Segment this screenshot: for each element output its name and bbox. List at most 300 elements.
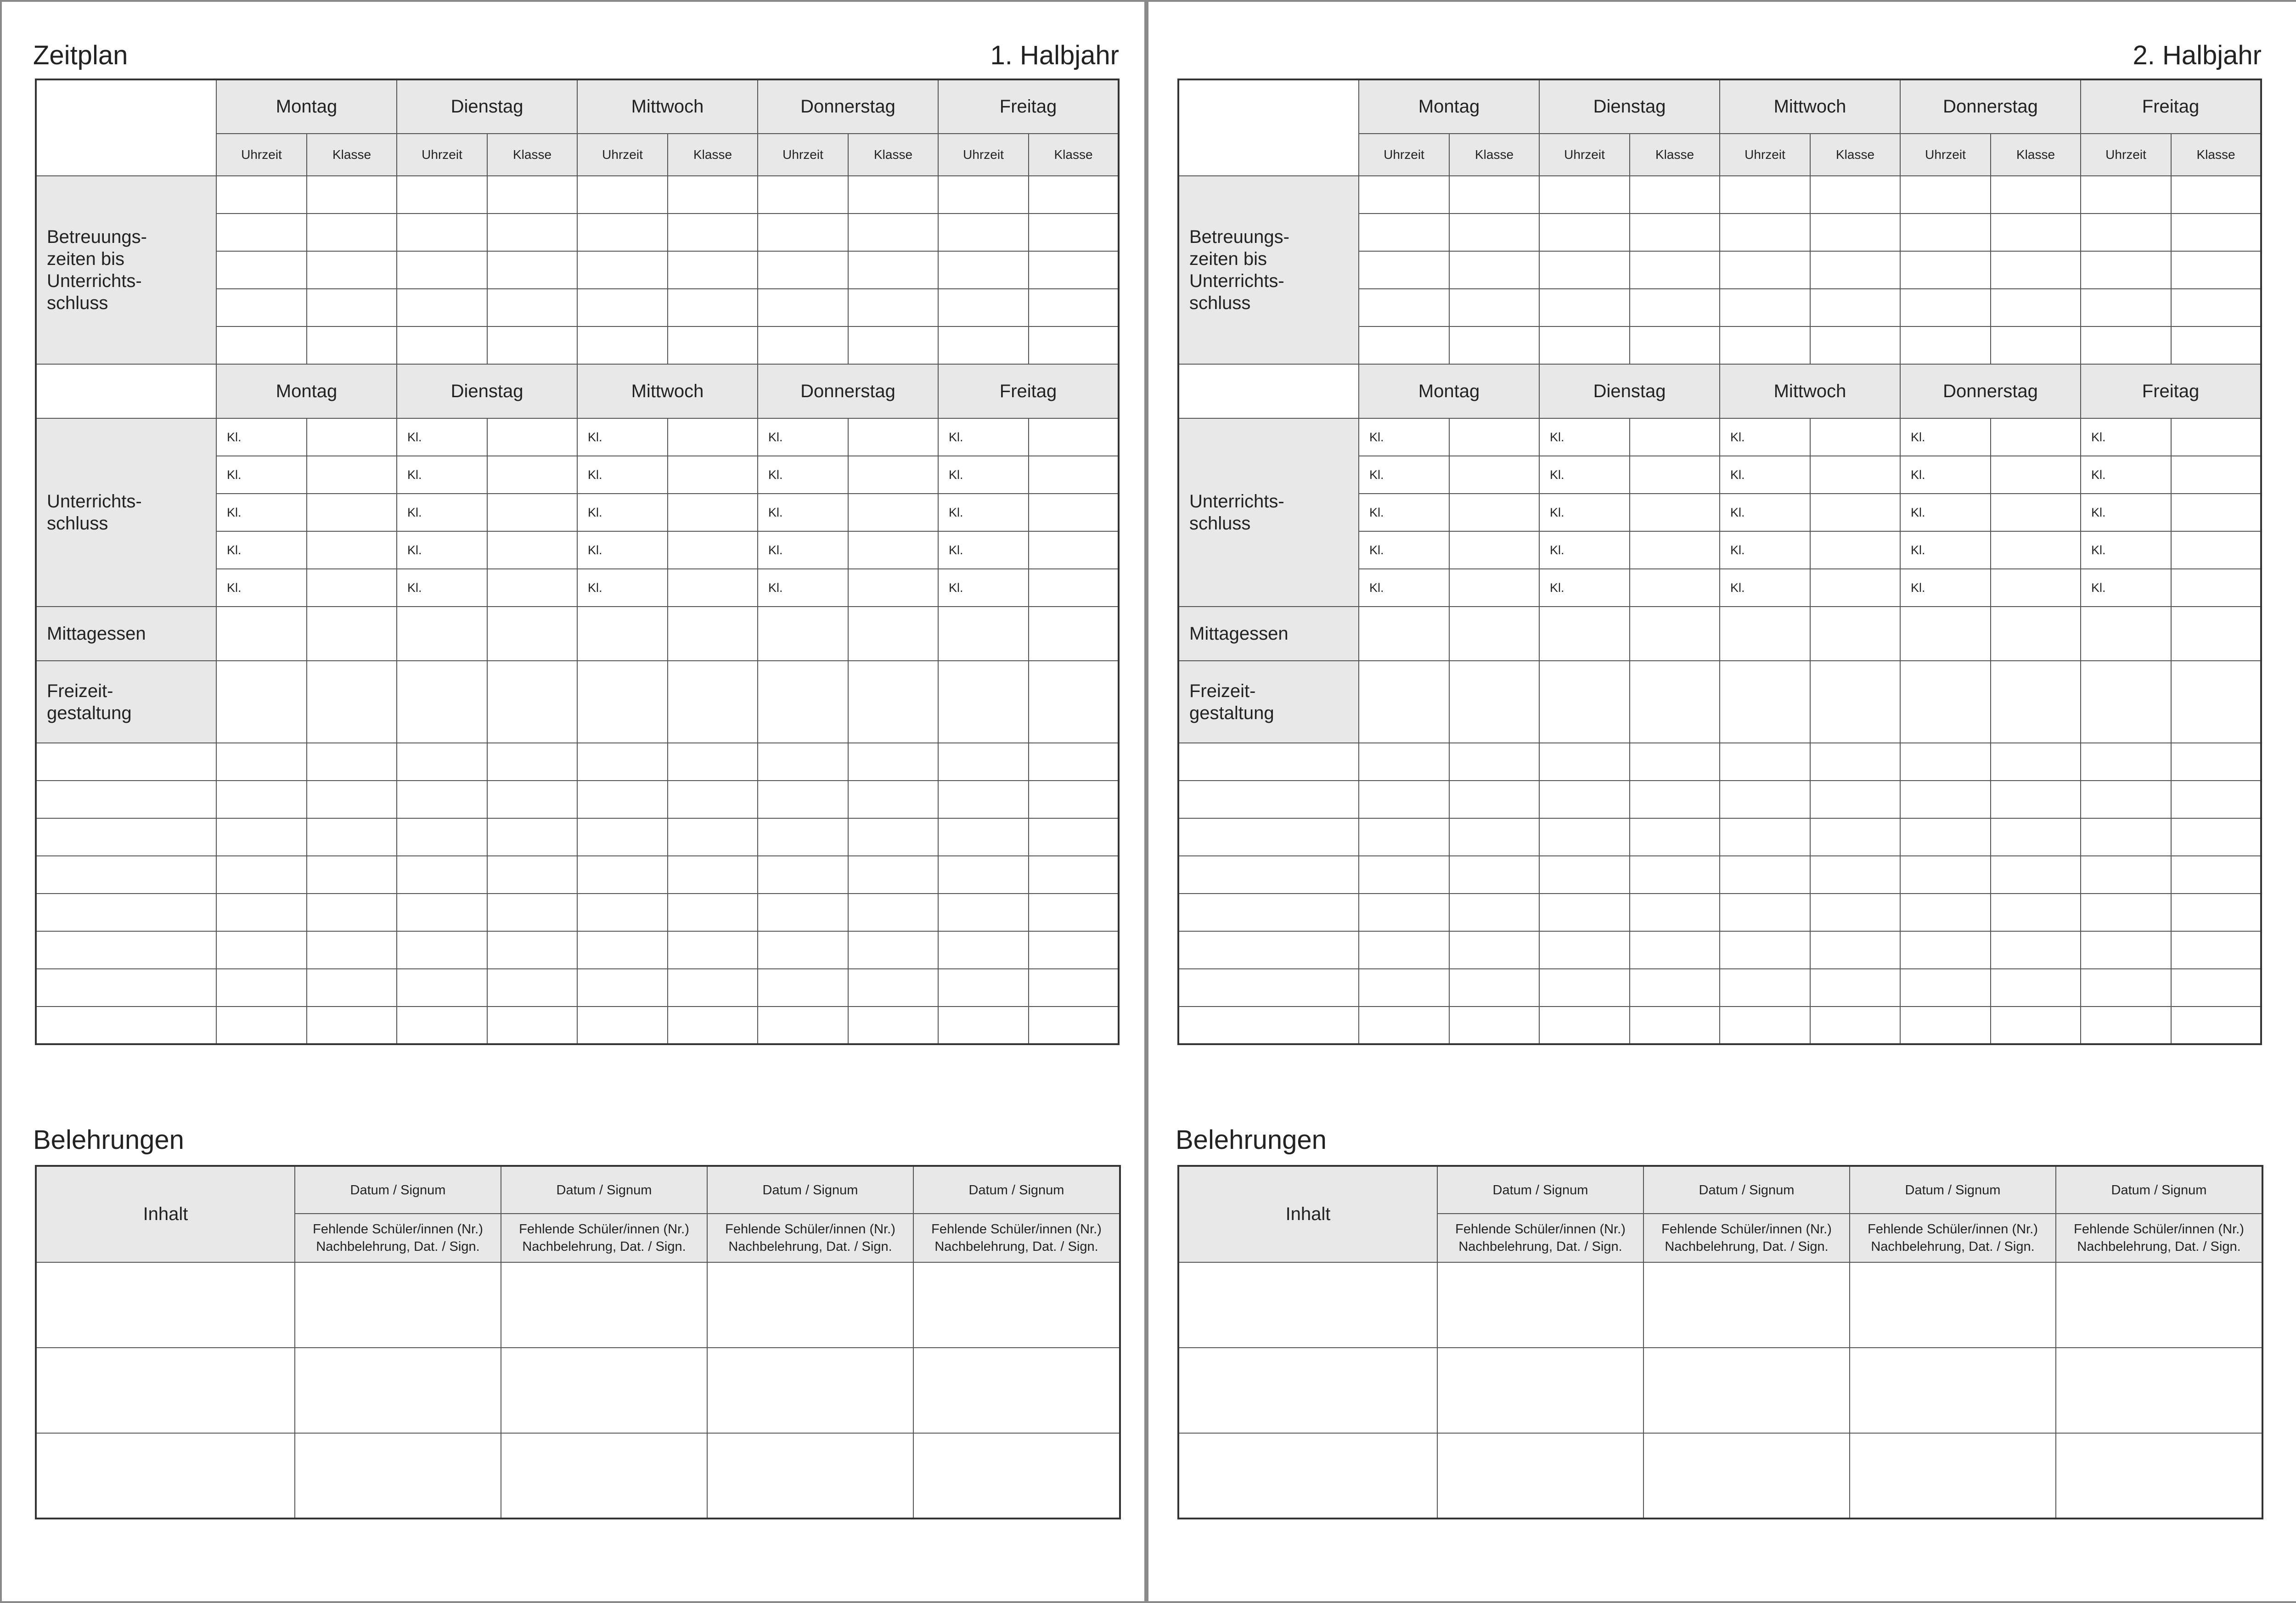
- entry-cell[interactable]: [758, 969, 848, 1007]
- entry-cell[interactable]: [307, 494, 397, 531]
- entry-cell[interactable]: [577, 781, 668, 818]
- entry-cell[interactable]: [1630, 894, 1720, 931]
- entry-cell[interactable]: [1810, 176, 1900, 214]
- entry-cell[interactable]: [2171, 969, 2261, 1007]
- entry-cell[interactable]: [501, 1262, 707, 1348]
- entry-cell[interactable]: [487, 214, 577, 251]
- klasse-entry-cell[interactable]: Kl.: [938, 418, 1029, 456]
- entry-cell[interactable]: [1449, 894, 1539, 931]
- entry-cell[interactable]: [397, 856, 487, 894]
- entry-cell[interactable]: [848, 1007, 938, 1044]
- entry-cell[interactable]: [307, 931, 397, 969]
- entry-cell[interactable]: [668, 531, 758, 569]
- entry-cell[interactable]: [307, 289, 397, 326]
- entry-cell[interactable]: [487, 969, 577, 1007]
- entry-cell[interactable]: [668, 251, 758, 289]
- entry-cell[interactable]: [1720, 818, 1810, 856]
- entry-cell[interactable]: [758, 326, 848, 364]
- entry-cell[interactable]: [2081, 1007, 2171, 1044]
- entry-cell[interactable]: [1539, 894, 1630, 931]
- entry-cell[interactable]: [1991, 214, 2081, 251]
- klasse-entry-cell[interactable]: Kl.: [938, 494, 1029, 531]
- entry-cell[interactable]: [707, 1348, 913, 1433]
- entry-cell[interactable]: [36, 1007, 216, 1044]
- entry-cell[interactable]: [1359, 607, 1449, 661]
- entry-cell[interactable]: [758, 743, 848, 781]
- entry-cell[interactable]: [577, 856, 668, 894]
- entry-cell[interactable]: [1029, 607, 1119, 661]
- entry-cell[interactable]: [1029, 456, 1119, 494]
- entry-cell[interactable]: [848, 569, 938, 607]
- entry-cell[interactable]: [295, 1348, 501, 1433]
- entry-cell[interactable]: [2056, 1433, 2262, 1519]
- entry-cell[interactable]: [1029, 781, 1119, 818]
- entry-cell[interactable]: [36, 781, 216, 818]
- klasse-entry-cell[interactable]: Kl.: [577, 494, 668, 531]
- entry-cell[interactable]: [36, 856, 216, 894]
- entry-cell[interactable]: [1810, 931, 1900, 969]
- entry-cell[interactable]: [397, 214, 487, 251]
- entry-cell[interactable]: [1437, 1348, 1643, 1433]
- entry-cell[interactable]: [577, 214, 668, 251]
- entry-cell[interactable]: [1029, 251, 1119, 289]
- entry-cell[interactable]: [848, 176, 938, 214]
- entry-cell[interactable]: [2171, 214, 2261, 251]
- entry-cell[interactable]: [758, 894, 848, 931]
- entry-cell[interactable]: [938, 326, 1029, 364]
- entry-cell[interactable]: [1810, 326, 1900, 364]
- entry-cell[interactable]: [216, 176, 307, 214]
- entry-cell[interactable]: [1630, 969, 1720, 1007]
- entry-cell[interactable]: [1449, 856, 1539, 894]
- klasse-entry-cell[interactable]: Kl.: [577, 531, 668, 569]
- entry-cell[interactable]: [307, 743, 397, 781]
- entry-cell[interactable]: [307, 894, 397, 931]
- entry-cell[interactable]: [1630, 494, 1720, 531]
- entry-cell[interactable]: [1359, 931, 1449, 969]
- entry-cell[interactable]: [1630, 289, 1720, 326]
- entry-cell[interactable]: [668, 326, 758, 364]
- entry-cell[interactable]: [668, 214, 758, 251]
- entry-cell[interactable]: [1539, 326, 1630, 364]
- entry-cell[interactable]: [307, 418, 397, 456]
- entry-cell[interactable]: [1178, 818, 1359, 856]
- entry-cell[interactable]: [1029, 176, 1119, 214]
- entry-cell[interactable]: [1630, 931, 1720, 969]
- entry-cell[interactable]: [1029, 569, 1119, 607]
- entry-cell[interactable]: [938, 251, 1029, 289]
- entry-cell[interactable]: [848, 289, 938, 326]
- entry-cell[interactable]: [307, 1007, 397, 1044]
- entry-cell[interactable]: [1449, 931, 1539, 969]
- entry-cell[interactable]: [397, 661, 487, 743]
- entry-cell[interactable]: [668, 931, 758, 969]
- entry-cell[interactable]: [1630, 856, 1720, 894]
- entry-cell[interactable]: [1029, 494, 1119, 531]
- entry-cell[interactable]: [307, 531, 397, 569]
- entry-cell[interactable]: [1359, 661, 1449, 743]
- entry-cell[interactable]: [487, 418, 577, 456]
- entry-cell[interactable]: [1449, 661, 1539, 743]
- entry-cell[interactable]: [1810, 607, 1900, 661]
- entry-cell[interactable]: [758, 781, 848, 818]
- entry-cell[interactable]: [758, 289, 848, 326]
- entry-cell[interactable]: [1449, 289, 1539, 326]
- entry-cell[interactable]: [1991, 176, 2081, 214]
- entry-cell[interactable]: [1359, 969, 1449, 1007]
- entry-cell[interactable]: [2171, 289, 2261, 326]
- klasse-entry-cell[interactable]: Kl.: [397, 456, 487, 494]
- entry-cell[interactable]: [1630, 661, 1720, 743]
- entry-cell[interactable]: [487, 251, 577, 289]
- entry-cell[interactable]: [501, 1433, 707, 1519]
- entry-cell[interactable]: [938, 607, 1029, 661]
- entry-cell[interactable]: [758, 607, 848, 661]
- entry-cell[interactable]: [1850, 1262, 2056, 1348]
- entry-cell[interactable]: [2081, 781, 2171, 818]
- entry-cell[interactable]: [1630, 418, 1720, 456]
- entry-cell[interactable]: [1720, 289, 1810, 326]
- entry-cell[interactable]: [1029, 894, 1119, 931]
- entry-cell[interactable]: [758, 856, 848, 894]
- entry-cell[interactable]: [307, 969, 397, 1007]
- entry-cell[interactable]: [307, 251, 397, 289]
- entry-cell[interactable]: [1810, 456, 1900, 494]
- entry-cell[interactable]: [577, 289, 668, 326]
- entry-cell[interactable]: [1720, 781, 1810, 818]
- entry-cell[interactable]: [1178, 969, 1359, 1007]
- entry-cell[interactable]: [2171, 931, 2261, 969]
- entry-cell[interactable]: [1900, 176, 1991, 214]
- entry-cell[interactable]: [668, 1007, 758, 1044]
- entry-cell[interactable]: [758, 214, 848, 251]
- entry-cell[interactable]: [1449, 1007, 1539, 1044]
- entry-cell[interactable]: [2081, 969, 2171, 1007]
- entry-cell[interactable]: [1630, 176, 1720, 214]
- entry-cell[interactable]: [668, 743, 758, 781]
- klasse-entry-cell[interactable]: Kl.: [216, 494, 307, 531]
- entry-cell[interactable]: [1991, 781, 2081, 818]
- entry-cell[interactable]: [1449, 418, 1539, 456]
- entry-cell[interactable]: [1900, 856, 1991, 894]
- entry-cell[interactable]: [1991, 326, 2081, 364]
- entry-cell[interactable]: [2171, 494, 2261, 531]
- entry-cell[interactable]: [1178, 1433, 1437, 1519]
- entry-cell[interactable]: [487, 1007, 577, 1044]
- entry-cell[interactable]: [307, 569, 397, 607]
- entry-cell[interactable]: [1900, 251, 1991, 289]
- entry-cell[interactable]: [1449, 531, 1539, 569]
- entry-cell[interactable]: [36, 743, 216, 781]
- entry-cell[interactable]: [216, 251, 307, 289]
- klasse-entry-cell[interactable]: Kl.: [397, 569, 487, 607]
- entry-cell[interactable]: [1720, 326, 1810, 364]
- entry-cell[interactable]: [1720, 1007, 1810, 1044]
- klasse-entry-cell[interactable]: Kl.: [1539, 569, 1630, 607]
- entry-cell[interactable]: [758, 818, 848, 856]
- entry-cell[interactable]: [577, 743, 668, 781]
- entry-cell[interactable]: [1900, 743, 1991, 781]
- entry-cell[interactable]: [307, 856, 397, 894]
- entry-cell[interactable]: [2171, 1007, 2261, 1044]
- entry-cell[interactable]: [1178, 743, 1359, 781]
- entry-cell[interactable]: [1991, 607, 2081, 661]
- entry-cell[interactable]: [1029, 289, 1119, 326]
- entry-cell[interactable]: [1449, 214, 1539, 251]
- klasse-entry-cell[interactable]: Kl.: [758, 569, 848, 607]
- entry-cell[interactable]: [1991, 494, 2081, 531]
- entry-cell[interactable]: [848, 251, 938, 289]
- entry-cell[interactable]: [668, 607, 758, 661]
- klasse-entry-cell[interactable]: Kl.: [938, 456, 1029, 494]
- entry-cell[interactable]: [397, 607, 487, 661]
- entry-cell[interactable]: [577, 931, 668, 969]
- entry-cell[interactable]: [1720, 856, 1810, 894]
- entry-cell[interactable]: [36, 931, 216, 969]
- entry-cell[interactable]: [913, 1262, 1120, 1348]
- klasse-entry-cell[interactable]: Kl.: [758, 456, 848, 494]
- entry-cell[interactable]: [758, 251, 848, 289]
- entry-cell[interactable]: [1630, 781, 1720, 818]
- entry-cell[interactable]: [1900, 289, 1991, 326]
- entry-cell[interactable]: [848, 781, 938, 818]
- entry-cell[interactable]: [1810, 781, 1900, 818]
- entry-cell[interactable]: [216, 931, 307, 969]
- entry-cell[interactable]: [2081, 176, 2171, 214]
- entry-cell[interactable]: [2056, 1348, 2262, 1433]
- entry-cell[interactable]: [577, 818, 668, 856]
- entry-cell[interactable]: [487, 818, 577, 856]
- klasse-entry-cell[interactable]: Kl.: [1539, 418, 1630, 456]
- entry-cell[interactable]: [487, 607, 577, 661]
- entry-cell[interactable]: [1029, 856, 1119, 894]
- entry-cell[interactable]: [2081, 931, 2171, 969]
- entry-cell[interactable]: [1449, 569, 1539, 607]
- entry-cell[interactable]: [577, 176, 668, 214]
- klasse-entry-cell[interactable]: Kl.: [577, 569, 668, 607]
- entry-cell[interactable]: [1359, 1007, 1449, 1044]
- entry-cell[interactable]: [307, 781, 397, 818]
- entry-cell[interactable]: [938, 289, 1029, 326]
- klasse-entry-cell[interactable]: Kl.: [1720, 418, 1810, 456]
- entry-cell[interactable]: [577, 251, 668, 289]
- klasse-entry-cell[interactable]: Kl.: [1900, 418, 1991, 456]
- entry-cell[interactable]: [1178, 856, 1359, 894]
- entry-cell[interactable]: [216, 326, 307, 364]
- klasse-entry-cell[interactable]: Kl.: [938, 531, 1029, 569]
- entry-cell[interactable]: [1449, 818, 1539, 856]
- klasse-entry-cell[interactable]: Kl.: [758, 531, 848, 569]
- entry-cell[interactable]: [1449, 743, 1539, 781]
- entry-cell[interactable]: [1991, 289, 2081, 326]
- entry-cell[interactable]: [2081, 251, 2171, 289]
- entry-cell[interactable]: [2081, 607, 2171, 661]
- entry-cell[interactable]: [668, 569, 758, 607]
- entry-cell[interactable]: [1643, 1262, 1850, 1348]
- klasse-entry-cell[interactable]: Kl.: [1539, 456, 1630, 494]
- entry-cell[interactable]: [1630, 569, 1720, 607]
- entry-cell[interactable]: [1029, 818, 1119, 856]
- klasse-entry-cell[interactable]: Kl.: [2081, 418, 2171, 456]
- klasse-entry-cell[interactable]: Kl.: [1720, 494, 1810, 531]
- entry-cell[interactable]: [1720, 969, 1810, 1007]
- entry-cell[interactable]: [1630, 456, 1720, 494]
- entry-cell[interactable]: [1900, 931, 1991, 969]
- entry-cell[interactable]: [1539, 607, 1630, 661]
- entry-cell[interactable]: [1449, 494, 1539, 531]
- entry-cell[interactable]: [1810, 531, 1900, 569]
- klasse-entry-cell[interactable]: Kl.: [1900, 531, 1991, 569]
- entry-cell[interactable]: [1720, 251, 1810, 289]
- entry-cell[interactable]: [938, 176, 1029, 214]
- entry-cell[interactable]: [668, 969, 758, 1007]
- entry-cell[interactable]: [397, 894, 487, 931]
- klasse-entry-cell[interactable]: Kl.: [1720, 456, 1810, 494]
- entry-cell[interactable]: [487, 569, 577, 607]
- entry-cell[interactable]: [848, 661, 938, 743]
- entry-cell[interactable]: [1720, 894, 1810, 931]
- entry-cell[interactable]: [668, 781, 758, 818]
- entry-cell[interactable]: [2081, 326, 2171, 364]
- entry-cell[interactable]: [2056, 1262, 2262, 1348]
- entry-cell[interactable]: [216, 289, 307, 326]
- entry-cell[interactable]: [1810, 569, 1900, 607]
- entry-cell[interactable]: [1810, 214, 1900, 251]
- entry-cell[interactable]: [1630, 214, 1720, 251]
- klasse-entry-cell[interactable]: Kl.: [216, 531, 307, 569]
- entry-cell[interactable]: [1900, 1007, 1991, 1044]
- entry-cell[interactable]: [758, 661, 848, 743]
- klasse-entry-cell[interactable]: Kl.: [2081, 569, 2171, 607]
- entry-cell[interactable]: [913, 1348, 1120, 1433]
- entry-cell[interactable]: [1630, 326, 1720, 364]
- entry-cell[interactable]: [938, 969, 1029, 1007]
- entry-cell[interactable]: [1810, 251, 1900, 289]
- entry-cell[interactable]: [2081, 856, 2171, 894]
- entry-cell[interactable]: [1900, 661, 1991, 743]
- entry-cell[interactable]: [1991, 251, 2081, 289]
- entry-cell[interactable]: [848, 743, 938, 781]
- entry-cell[interactable]: [1991, 569, 2081, 607]
- entry-cell[interactable]: [1178, 781, 1359, 818]
- entry-cell[interactable]: [397, 1007, 487, 1044]
- entry-cell[interactable]: [1449, 456, 1539, 494]
- entry-cell[interactable]: [1449, 176, 1539, 214]
- klasse-entry-cell[interactable]: Kl.: [758, 494, 848, 531]
- entry-cell[interactable]: [1359, 289, 1449, 326]
- klasse-entry-cell[interactable]: Kl.: [577, 456, 668, 494]
- klasse-entry-cell[interactable]: Kl.: [397, 418, 487, 456]
- entry-cell[interactable]: [758, 176, 848, 214]
- entry-cell[interactable]: [1029, 743, 1119, 781]
- klasse-entry-cell[interactable]: Kl.: [1900, 494, 1991, 531]
- entry-cell[interactable]: [1437, 1433, 1643, 1519]
- entry-cell[interactable]: [2081, 818, 2171, 856]
- entry-cell[interactable]: [1991, 661, 2081, 743]
- klasse-entry-cell[interactable]: Kl.: [1720, 531, 1810, 569]
- entry-cell[interactable]: [2171, 531, 2261, 569]
- entry-cell[interactable]: [1991, 931, 2081, 969]
- entry-cell[interactable]: [758, 931, 848, 969]
- entry-cell[interactable]: [1900, 969, 1991, 1007]
- entry-cell[interactable]: [36, 818, 216, 856]
- entry-cell[interactable]: [2171, 418, 2261, 456]
- entry-cell[interactable]: [1900, 607, 1991, 661]
- entry-cell[interactable]: [938, 743, 1029, 781]
- entry-cell[interactable]: [938, 214, 1029, 251]
- entry-cell[interactable]: [1539, 661, 1630, 743]
- entry-cell[interactable]: [2171, 569, 2261, 607]
- entry-cell[interactable]: [216, 856, 307, 894]
- entry-cell[interactable]: [1991, 418, 2081, 456]
- entry-cell[interactable]: [848, 418, 938, 456]
- entry-cell[interactable]: [2081, 661, 2171, 743]
- entry-cell[interactable]: [397, 969, 487, 1007]
- entry-cell[interactable]: [1630, 607, 1720, 661]
- entry-cell[interactable]: [216, 894, 307, 931]
- klasse-entry-cell[interactable]: Kl.: [2081, 531, 2171, 569]
- entry-cell[interactable]: [1810, 894, 1900, 931]
- entry-cell[interactable]: [1539, 251, 1630, 289]
- klasse-entry-cell[interactable]: Kl.: [1900, 456, 1991, 494]
- entry-cell[interactable]: [397, 743, 487, 781]
- entry-cell[interactable]: [577, 326, 668, 364]
- entry-cell[interactable]: [1449, 326, 1539, 364]
- entry-cell[interactable]: [1029, 418, 1119, 456]
- entry-cell[interactable]: [2171, 456, 2261, 494]
- entry-cell[interactable]: [1991, 743, 2081, 781]
- entry-cell[interactable]: [2081, 743, 2171, 781]
- entry-cell[interactable]: [1850, 1433, 2056, 1519]
- entry-cell[interactable]: [1449, 607, 1539, 661]
- entry-cell[interactable]: [1539, 931, 1630, 969]
- klasse-entry-cell[interactable]: Kl.: [1359, 494, 1449, 531]
- entry-cell[interactable]: [1449, 781, 1539, 818]
- klasse-entry-cell[interactable]: Kl.: [1720, 569, 1810, 607]
- entry-cell[interactable]: [36, 1262, 295, 1348]
- entry-cell[interactable]: [1991, 456, 2081, 494]
- entry-cell[interactable]: [1810, 743, 1900, 781]
- entry-cell[interactable]: [2171, 856, 2261, 894]
- entry-cell[interactable]: [307, 176, 397, 214]
- entry-cell[interactable]: [1178, 894, 1359, 931]
- entry-cell[interactable]: [2171, 251, 2261, 289]
- entry-cell[interactable]: [1643, 1348, 1850, 1433]
- entry-cell[interactable]: [307, 607, 397, 661]
- entry-cell[interactable]: [1630, 743, 1720, 781]
- entry-cell[interactable]: [1630, 818, 1720, 856]
- entry-cell[interactable]: [848, 931, 938, 969]
- entry-cell[interactable]: [295, 1262, 501, 1348]
- entry-cell[interactable]: [848, 894, 938, 931]
- klasse-entry-cell[interactable]: Kl.: [1359, 569, 1449, 607]
- entry-cell[interactable]: [668, 418, 758, 456]
- entry-cell[interactable]: [397, 289, 487, 326]
- entry-cell[interactable]: [848, 326, 938, 364]
- entry-cell[interactable]: [1900, 818, 1991, 856]
- entry-cell[interactable]: [848, 607, 938, 661]
- entry-cell[interactable]: [487, 931, 577, 969]
- entry-cell[interactable]: [2171, 894, 2261, 931]
- entry-cell[interactable]: [397, 818, 487, 856]
- entry-cell[interactable]: [307, 326, 397, 364]
- entry-cell[interactable]: [1810, 661, 1900, 743]
- entry-cell[interactable]: [1720, 214, 1810, 251]
- entry-cell[interactable]: [36, 969, 216, 1007]
- entry-cell[interactable]: [577, 607, 668, 661]
- entry-cell[interactable]: [1029, 661, 1119, 743]
- entry-cell[interactable]: [1720, 661, 1810, 743]
